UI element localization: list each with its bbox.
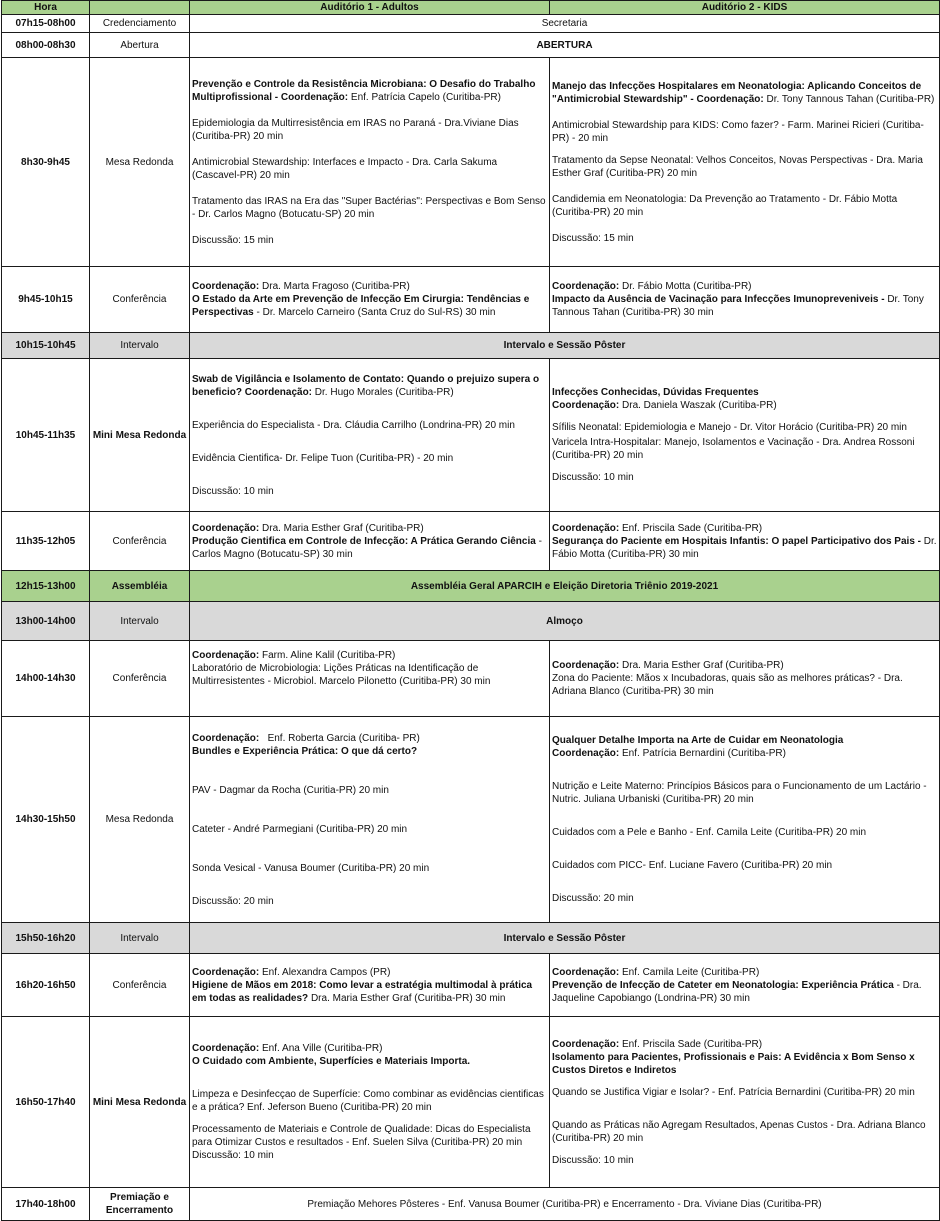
speaker: - Carlos Magno (Botucatu-SP) 30 min (192, 535, 542, 560)
coordination-label: Coordenação: (192, 1043, 260, 1054)
table-row (2, 15, 940, 33)
time-cell: 9h45-10h15 (2, 267, 90, 333)
talk: Zona do Paciente: Mãos x Incubadoras, quais são as melhores práticas? - Dra. Adriana Blanco (Curitiba-PR) 30 min (552, 673, 903, 697)
coordinator: Farm. Aline Kalil (Curitiba-PR) (259, 650, 396, 661)
talk: PAV - Dagmar da Rocha (Curitia-PR) 20 min (192, 784, 389, 796)
auditorio-1-session (190, 359, 550, 512)
schedule-table (1, 0, 940, 1221)
header-auditorio-2: Auditório 2 - KIDS (550, 1, 940, 15)
span-cell: Secretaria (190, 15, 940, 33)
time-cell: 07h15-08h00 (2, 15, 90, 33)
span-cell: Intervalo e Sessão Pôster (190, 923, 940, 954)
session-type: Conferência (90, 267, 190, 333)
time-cell: 14h00-14h30 (2, 641, 90, 717)
session-type: Credenciamento (90, 15, 190, 33)
header-hora: Hora (2, 1, 90, 15)
span-cell: Intervalo e Sessão Pôster (190, 333, 940, 359)
span-cell: Almoço (190, 602, 940, 641)
auditorio-2-session (550, 267, 940, 333)
session-title: Qualquer Detalhe Importa na Arte de Cuidar em Neonatologia (552, 735, 844, 746)
auditorio-2-session (550, 641, 940, 717)
speaker: - Dra. Jaqueline Capobiango (Londrina-PR) 30 min (552, 979, 922, 1004)
talk: Epidemiologia da Multirresistência em IRAS no Paraná - Dra.Viviane Dias (Curitiba-PR) 20 min (192, 117, 519, 142)
session-type: Conferência (90, 954, 190, 1017)
session-title: Impacto da Ausência de Vacinação para Infecções Imunopreveniveis - (552, 294, 885, 305)
coordination-label: Coordenação: (552, 522, 620, 534)
span-cell: ABERTURA (190, 33, 940, 58)
talk: Nutrição e Leite Materno: Princípios Básicos para o Funcionamento de um Lactário - Nutric. Juliana Urbaniski (Curitiba-PR) 20 min (552, 781, 927, 805)
time-cell: 08h00-08h30 (2, 33, 90, 58)
time-cell: 16h20-16h50 (2, 954, 90, 1017)
speaker: - Dr. Marcelo Carneiro (Santa Cruz do Sul-RS) 30 min (253, 307, 496, 318)
coordination-label: Coordenação: (192, 732, 260, 744)
speaker: Dr. Tony Tannous Tahan (Curitiba-PR) 30 min (552, 294, 924, 318)
coordinator: Enf. Ana Ville (Curitiba-PR) (259, 1043, 383, 1054)
auditorio-2-session (550, 954, 940, 1017)
talk: Evidência Cientifica- Dr. Felipe Tuon (Curitiba-PR) - 20 min (192, 452, 454, 464)
speaker: Dra. Maria Esther Graf (Curitiba-PR) 30 min (308, 992, 506, 1004)
coordinator: Enf. Priscila Sade (Curitiba-PR) (619, 1038, 763, 1050)
auditorio-2-session (550, 512, 940, 571)
talk: Processamento de Materiais e Controle de Qualidade: Dicas do Especialista para Otimizar Custos e resultados - Enf. Suelen Silva (Curitiba-PR) 20 min (192, 1124, 531, 1148)
time-cell: 17h40-18h00 (2, 1188, 90, 1221)
table-row (2, 512, 940, 571)
coordinator: Dr. Tony Tannous Tahan (Curitiba-PR) (763, 93, 935, 105)
auditorio-2-session (550, 359, 940, 512)
coordination-label: Coordenação: (552, 748, 620, 759)
coordinator: Dr. Hugo Morales (Curitiba-PR) (312, 386, 454, 398)
auditorio-1-session (190, 717, 550, 923)
table-row (2, 267, 940, 333)
header-auditorio-1: Auditório 1 - Adultos (190, 1, 550, 15)
talk: Sonda Vesical - Vanusa Boumer (Curitiba-PR) 20 min (192, 862, 430, 874)
talk: Candidemia em Neonatologia: Da Prevenção ao Tratamento - Dr. Fábio Motta (Curitiba-PR) 20 min (552, 193, 898, 218)
talk: Cateter - André Parmegiani (Curitiba-PR) 20 min (192, 823, 408, 835)
coordination-label: Coordenação: (552, 1038, 620, 1050)
coordinator: Dr. Fábio Motta (Curitiba-PR) (619, 281, 752, 292)
coordinator: Enf. Priscila Sade (Curitiba-PR) (619, 522, 763, 534)
coordinator: Dra. Maria Esther Graf (Curitiba-PR) (259, 522, 424, 534)
table-row (2, 1188, 940, 1221)
coordination-label: Coordenação: (192, 650, 260, 661)
session-type: Mini Mesa Redonda (90, 359, 190, 512)
table-row (2, 954, 940, 1017)
auditorio-2-session (550, 1017, 940, 1188)
table-row (2, 33, 940, 58)
talk: Tratamento da Sepse Neonatal: Velhos Conceitos, Novas Perspectivas - Dra. Maria Esther Graf (Curitiba-PR) 20 min (552, 154, 923, 179)
auditorio-1-session (190, 954, 550, 1017)
time-cell: 11h35-12h05 (2, 512, 90, 571)
discussion: Discussão: 10 min (192, 1150, 274, 1161)
coordinator: Dra. Maria Esther Graf (Curitiba-PR) (619, 660, 784, 671)
auditorio-1-session (190, 641, 550, 717)
header-type (90, 1, 190, 15)
auditorio-1-session (190, 512, 550, 571)
talk: Sífilis Neonatal: Epidemiologia e Manejo - Dr. Vitor Horácio (Curitiba-PR) 20 min (552, 422, 907, 433)
session-type: Intervalo (90, 602, 190, 641)
discussion: Discussão: 10 min (552, 472, 634, 483)
table-row (2, 58, 940, 267)
coordination-label: Coordenação: (552, 400, 620, 411)
coordinator: Dra. Marta Fragoso (Curitiba-PR) (259, 281, 410, 292)
time-cell: 15h50-16h20 (2, 923, 90, 954)
talk: Cuidados com a Pele e Banho - Enf. Camila Leite (Curitiba-PR) 20 min (552, 827, 867, 838)
session-title: Infecções Conhecidas, Dúvidas Frequentes (552, 387, 759, 398)
time-cell: 16h50-17h40 (2, 1017, 90, 1188)
talk: Cuidados com PICC- Enf. Luciane Favero (Curitiba-PR) 20 min (552, 860, 833, 871)
talk: Antimicrobial Stewardship: Interfaces e Impacto - Dra. Carla Sakuma (Cascavel-PR) 20 min (192, 156, 498, 181)
coordination-label: Coordenação: (192, 522, 260, 534)
coordinator: Enf. Camila Leite (Curitiba-PR) (619, 966, 760, 978)
session-title: Swab de Vigilância e Isolamento de Contato: Quando o prejuizo supera o beneficio? Coordenação: (192, 373, 540, 398)
session-title: Produção Cientifica em Controle de Infecção: A Prática Gerando Ciência (192, 535, 536, 547)
coordination-label: Coordenação: (192, 281, 260, 292)
coordination-label: Coordenação: (552, 281, 620, 292)
discussion: Discussão: 15 min (192, 234, 274, 246)
session-type: Conferência (90, 641, 190, 717)
session-type: Intervalo (90, 333, 190, 359)
session-title: O Cuidado com Ambiente, Superfícies e Materiais Importa. (192, 1056, 471, 1067)
session-type: Premiação e Encerramento (90, 1188, 190, 1221)
coordinator: Enf. Alexandra Campos (PR) (259, 966, 391, 978)
table-row (2, 923, 940, 954)
time-cell: 10h45-11h35 (2, 359, 90, 512)
auditorio-2-session (550, 717, 940, 923)
coordinator: Enf. Patrícia Bernardini (Curitiba-PR) (619, 748, 786, 759)
session-title: O Estado da Arte em Prevenção de Infecção Em Cirurgia: Tendências e Perspectivas (192, 294, 530, 318)
session-type: Mesa Redonda (90, 717, 190, 923)
session-title: Prevenção de Infecção de Cateter em Neonatologia: Experiência Prática (552, 979, 894, 991)
time-cell: 10h15-10h45 (2, 333, 90, 359)
talk: Quando se Justifica Vigiar e Isolar? - Enf. Patrícia Bernardini (Curitiba-PR) 20 min (552, 1086, 915, 1098)
discussion: Discussão: 20 min (192, 895, 274, 907)
session-type: Mesa Redonda (90, 58, 190, 267)
talk: Laboratório de Microbiologia: Lições Práticas na Identificação de Multirresistentes - Microbiol. Marcelo Pilonetto (Curitiba-PR) 30 min (192, 663, 491, 687)
session-type: Abertura (90, 33, 190, 58)
coordinator: Enf. Roberta Garcia (Curitiba- PR) (259, 732, 420, 744)
coordinator: Enf. Patrícia Capelo (Curitiba-PR) (348, 91, 501, 103)
auditorio-2-session (550, 58, 940, 267)
session-title: Isolamento para Pacientes, Profissionais e Pais: A Evidência x Bom Senso x Custos Diretos e Indiretos (552, 1051, 915, 1076)
time-cell: 13h00-14h00 (2, 602, 90, 641)
table-row (2, 333, 940, 359)
table-row (2, 641, 940, 717)
auditorio-1-session (190, 267, 550, 333)
time-cell: 12h15-13h00 (2, 571, 90, 602)
discussion: Discussão: 10 min (192, 485, 274, 497)
table-row (2, 1017, 940, 1188)
span-cell: Assembléia Geral APARCIH e Eleição Diretoria Triênio 2019-2021 (190, 571, 940, 602)
speaker: Dr. Fábio Motta (Curitiba-PR) 30 min (552, 535, 937, 560)
talk: Antimicrobial Stewardship para KIDS: Como fazer? - Farm. Marinei Ricieri (Curitiba-PR) - 20 min (552, 119, 924, 144)
session-type: Intervalo (90, 923, 190, 954)
discussion: Discussão: 20 min (552, 893, 634, 904)
time-cell: 14h30-15h50 (2, 717, 90, 923)
coordination-label: Coordenação: (192, 966, 260, 978)
talk: Tratamento das IRAS na Era das "Super Bactérias": Perspectivas e Bom Senso - Dr. Carlos Magno (Botucatu-SP) 20 min (192, 195, 546, 220)
table-row (2, 717, 940, 923)
table-row (2, 602, 940, 641)
coordinator: Dra. Daniela Waszak (Curitiba-PR) (619, 400, 777, 411)
session-title: Higiene de Mãos em 2018: Como levar a estratégia multimodal à prática em todas as realidades? (192, 979, 533, 1004)
talk: Limpeza e Desinfecçao de Superfície: Como combinar as evidências cientificas e a prática? Enf. Jeferson Bueno (Curitiba-PR) 20 min (192, 1089, 544, 1113)
coordination-label: Coordenação: (552, 660, 620, 671)
session-title: Prevenção e Controle da Resistência Microbiana: O Desafio do Trabalho Multiprofissional - Coordenação: (192, 78, 536, 103)
talk: Varicela Intra-Hospitalar: Manejo, Isolamentos e Vacinação - Dra. Andrea Rossoni (Curitiba-PR) 20 min (552, 437, 915, 461)
auditorio-1-session (190, 58, 550, 267)
session-title: Bundles e Experiência Prática: O que dá certo? (192, 745, 418, 757)
session-type: Assembléia (90, 571, 190, 602)
session-type: Mini Mesa Redonda (90, 1017, 190, 1188)
discussion: Discussão: 15 min (552, 232, 634, 244)
session-title: Segurança do Paciente em Hospitais Infantis: O papel Participativo dos Pais - (552, 535, 921, 547)
header-row (2, 1, 940, 15)
talk: Quando as Práticas não Agregam Resultados, Apenas Custos - Dra. Adriana Blanco (Curitiba-PR) 20 min (552, 1119, 926, 1144)
time-cell: 8h30-9h45 (2, 58, 90, 267)
table-row (2, 571, 940, 602)
auditorio-1-session (190, 1017, 550, 1188)
span-cell: Premiação Mehores Pôsteres - Enf. Vanusa Boumer (Curitiba-PR) e Encerramento - Dra. Viviane Dias (Curitiba-PR) (190, 1188, 940, 1221)
coordination-label: Coordenação: (552, 966, 620, 978)
talk: Experiência do Especialista - Dra. Cláudia Carrilho (Londrina-PR) 20 min (192, 419, 515, 431)
session-title: Manejo das Infecções Hospitalares em Neonatologia: Aplicando Conceitos de "Antimicrobial Stewardship" - Coordenação: (552, 80, 922, 105)
session-type: Conferência (90, 512, 190, 571)
discussion: Discussão: 10 min (552, 1154, 634, 1166)
table-row (2, 359, 940, 512)
